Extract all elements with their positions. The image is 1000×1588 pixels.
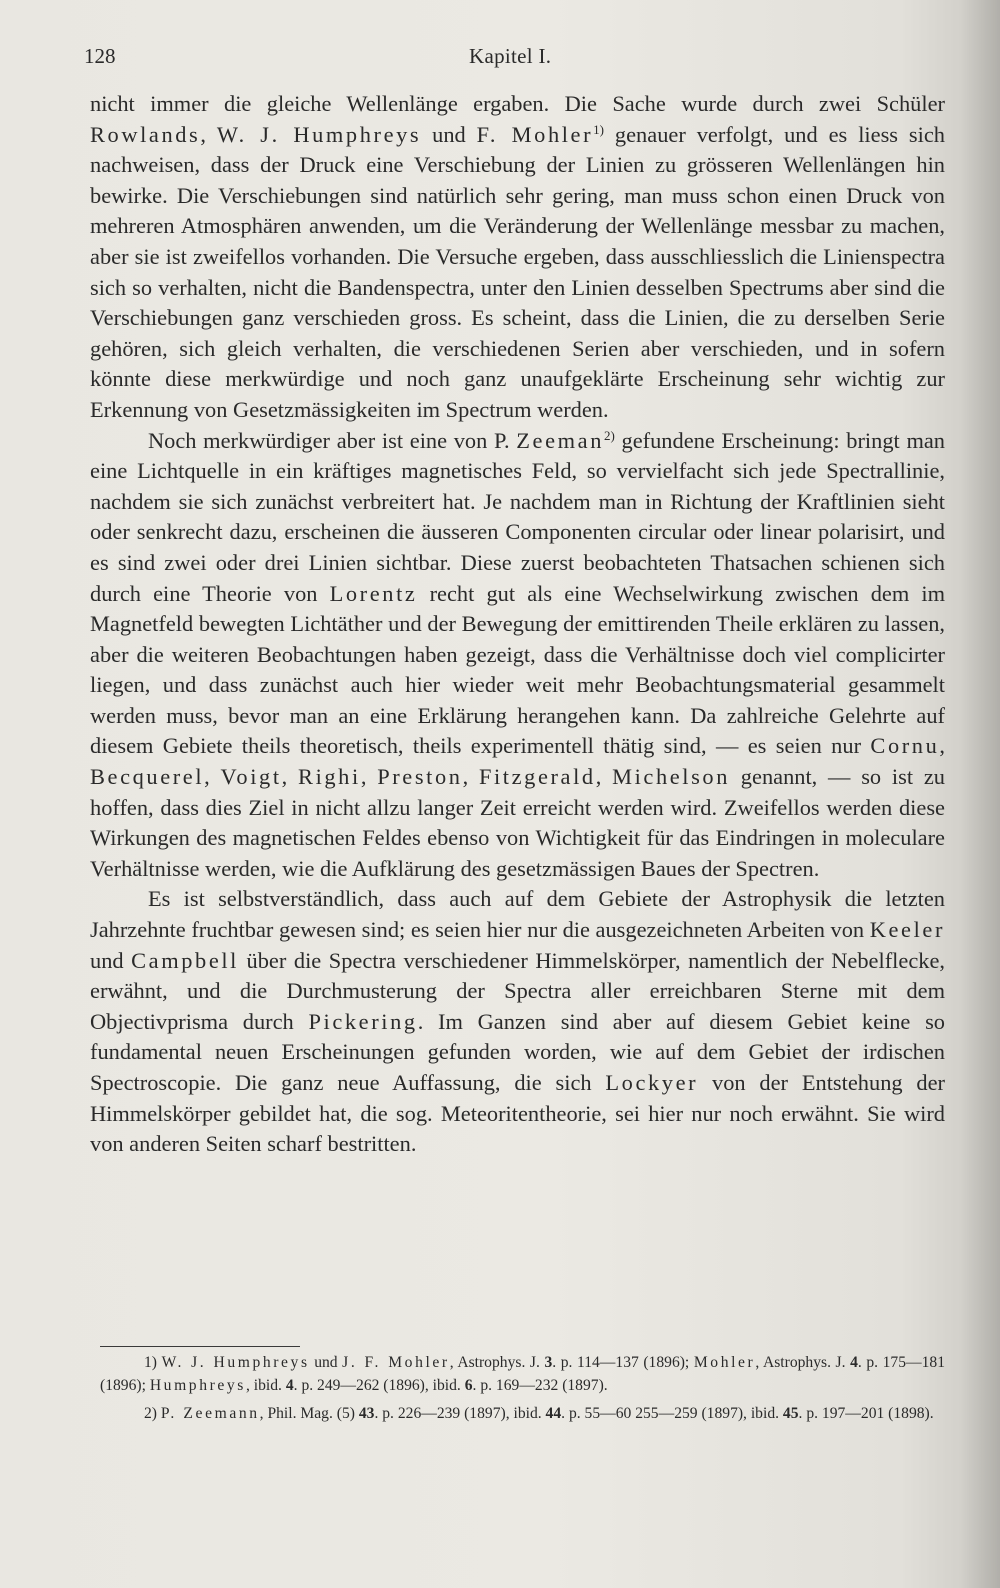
volume-number: 44 bbox=[545, 1405, 562, 1422]
text-run: und bbox=[309, 1354, 343, 1371]
footnote bbox=[100, 1403, 945, 1426]
text-run: , bbox=[200, 121, 217, 147]
person-name: P. Zeemann bbox=[160, 1405, 260, 1422]
footnote-rule bbox=[100, 1346, 300, 1347]
volume-number: 3 bbox=[544, 1354, 553, 1371]
person-name: Becquerel bbox=[90, 764, 205, 790]
footnote-marker: 2) bbox=[603, 427, 615, 443]
text-run: . p. 114—137 (1896); bbox=[552, 1354, 694, 1371]
text-run: , Astrophys. J. bbox=[449, 1354, 545, 1371]
person-name: Michelson bbox=[612, 764, 731, 790]
person-name: F. Mohler bbox=[476, 121, 594, 147]
person-name: Humphreys bbox=[149, 1376, 246, 1394]
person-name: Campbell bbox=[131, 947, 239, 973]
footnote-marker: 1) bbox=[593, 121, 604, 137]
text-run: nicht immer die gleiche Wellenlänge ergaben. Die Sache wurde durch zwei Schüler bbox=[90, 91, 945, 116]
person-name: W. J. Humphreys bbox=[216, 121, 422, 147]
text-run: , bbox=[281, 764, 299, 790]
person-name: Rowlands bbox=[90, 121, 201, 147]
person-name: W. J. Humphreys bbox=[161, 1354, 310, 1371]
paragraph bbox=[90, 89, 945, 426]
footnote bbox=[100, 1352, 945, 1397]
person-name: Voigt bbox=[220, 764, 282, 790]
paragraph bbox=[90, 884, 945, 1159]
text-run: genannt, — so ist zu hoffen, dass dies Ziel in nicht allzu langer Zeit erreicht werden wird. Zweifellos werden diese Wirkungen des magnetischen Feldes ebenso von Wichtigkeit für das Eindringen in moleculare Verhältnisse werden, wie die Aufklärung des gesetzmässigen Baues der Spectren. bbox=[90, 764, 945, 881]
text-run: 2) bbox=[144, 1405, 161, 1422]
paragraph bbox=[90, 426, 945, 885]
text-run: . p. 226—239 (1897), ibid. bbox=[374, 1405, 546, 1422]
running-head: Kapitel I. bbox=[469, 44, 552, 68]
person-name: Cornu bbox=[870, 733, 940, 759]
person-name: Lorentz bbox=[329, 580, 418, 606]
person-name: Zeeman bbox=[516, 427, 604, 453]
text-run: . p. 55—60 255—259 (1897), ibid. bbox=[561, 1405, 783, 1422]
text-run: Es ist selbstverständlich, dass auch auf dem Gebiete der Astrophysik die letzten Jahrzehnte fruchtbar gewesen sind; es seien hier nur die ausgezeichneten Arbeiten von bbox=[90, 886, 945, 943]
body-text bbox=[90, 89, 945, 1160]
person-name: Preston bbox=[377, 764, 463, 790]
text-run: gefundene Erscheinung: bringt man eine Lichtquelle in ein kräftiges magnetisches Feld, so vervielfacht sich jede Spectrallinie, nachdem sie sich zunächst verbreitert hat. Je nachdem man in Richtung der Kraftlinien sieht oder senkrecht dazu, erscheinen die äusseren Componenten circular oder linear polarisirt, und es sind zwei oder drei Linien sichtbar. Diese zuerst beobachteten Thatsachen schienen sich durch eine Theorie von bbox=[90, 427, 945, 606]
text-run: , bbox=[360, 764, 378, 790]
page-header bbox=[84, 44, 940, 80]
volume-number: 6 bbox=[464, 1376, 473, 1394]
person-name: Mohler bbox=[693, 1354, 756, 1371]
person-name: Pickering bbox=[308, 1008, 418, 1034]
text-run: , Astrophys. J. bbox=[755, 1354, 851, 1371]
text-run: Noch merkwürdiger aber ist eine von P. bbox=[148, 427, 517, 453]
volume-number: 43 bbox=[358, 1405, 375, 1422]
person-name: J. F. Mohler bbox=[342, 1354, 450, 1371]
volume-number: 45 bbox=[782, 1405, 799, 1422]
text-run: . p. 169—232 (1897). bbox=[472, 1376, 608, 1394]
text-run: , bbox=[204, 764, 221, 790]
person-name: Keeler bbox=[869, 917, 945, 943]
text-run: , Phil. Mag. (5) bbox=[259, 1405, 359, 1422]
text-run: über die Spectra verschiedener Himmelskörper, namentlich der Nebelflecke, erwähnt, und die Durchmusterung der Spectra aller erreichbaren Sterne mit dem Objectivprisma durch bbox=[90, 947, 945, 1034]
text-run: . p. 197—201 (1898). bbox=[798, 1405, 934, 1422]
text-run: von der Entstehung der Himmelskörper gebildet hat, die sog. Meteoritentheorie, sei hier nur noch erwähnt. Sie wird von anderen Seiten scharf bestritten. bbox=[90, 1070, 945, 1157]
text-run: . Im Ganzen sind aber auf diesem Gebiet keine so fundamental neuen Erscheinungen gefunden worden, wie auf dem Gebiet der irdischen Spectroscopie. Die ganz neue Auffassung, die sich bbox=[90, 1008, 945, 1095]
volume-number: 4 bbox=[850, 1354, 858, 1371]
page-number: 128 bbox=[84, 44, 116, 68]
person-name: Fitzgerald bbox=[478, 764, 596, 790]
person-name: Lockyer bbox=[605, 1070, 699, 1095]
text-run: . p. 249—262 (1896), ibid. bbox=[293, 1376, 465, 1394]
text-run: , ibid. bbox=[245, 1376, 286, 1394]
text-run: 1) bbox=[144, 1354, 162, 1371]
text-run: genauer verfolgt, und es liess sich nachweisen, dass der Druck eine Verschiebung der Linien zu grösseren Wellenlängen hin bewirke. Die Verschiebungen sind natürlich sehr gering, man muss schon einen Druck von mehreren Atmosphären anwenden, um die Veränderung der Wellenlänge messbar zu machen, aber sie ist zweifellos vorhanden. Die Versuche ergeben, dass ausschliesslich die Linienspectra sich so verhalten, nicht die Bandenspectra, unter den Linien desselben Spectrums aber sind die Verschiebungen ganz verschieden gross. Es scheint, dass die Linien, die zu derselben Serie gehören, sich gleich verhalten, die verschiedenen Serien aber verschieden, und in sofern könnte diese merkwürdige und noch ganz unaufgeklärte Erscheinung sehr wichtig zur Erkennung von Gesetzmässigkeiten im Spectrum werden. bbox=[90, 121, 945, 422]
volume-number: 4 bbox=[285, 1376, 294, 1394]
text-run: , bbox=[462, 764, 479, 790]
text-run: , bbox=[595, 764, 613, 790]
text-run: , bbox=[939, 733, 945, 759]
text-run: recht gut als eine Wechselwirkung zwischen dem im Magnetfeld bewegten Lichtäther und der Bewegung der emittirenden Theile erklären zu lassen, aber die weiteren Beobachtungen haben gezeigt, dass die Verhältnisse doch viel complicirter liegen, und dass zunächst auch hier wieder weit mehr Beobachtungsmaterial gesammelt werden muss, bevor man an eine Erklärung herangehen kann. Da zahlreiche Gelehrte auf diesem Gebiete theils theoretisch, theils experimentell thätig sind, — es seien nur bbox=[90, 580, 946, 759]
text-run: . p. 175—181 (1896); bbox=[100, 1354, 946, 1394]
text-run: und bbox=[90, 947, 132, 973]
text-run: und bbox=[421, 121, 477, 147]
person-name: Righi bbox=[298, 764, 361, 790]
footnotes bbox=[100, 1352, 945, 1432]
